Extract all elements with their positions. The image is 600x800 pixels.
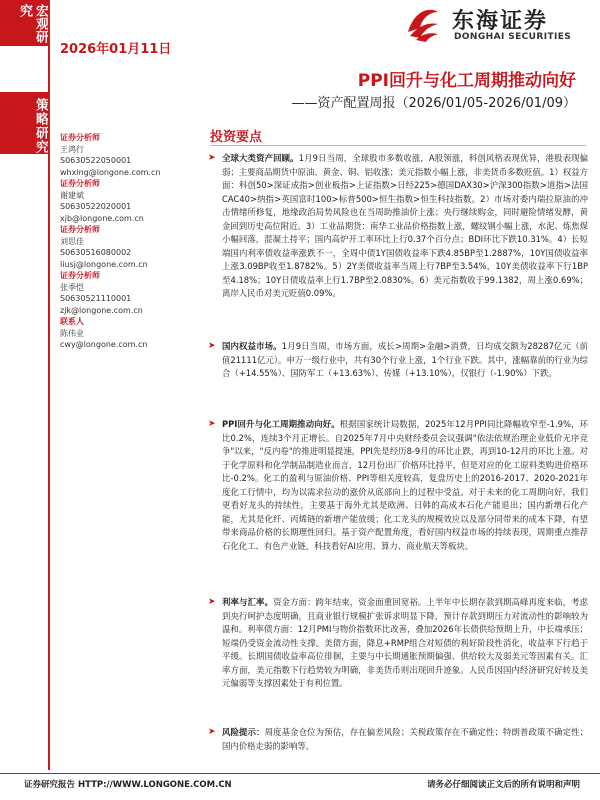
analyst-entry xyxy=(60,316,200,351)
wave-logo-icon xyxy=(404,2,442,42)
analyst-role: 证券分析师 xyxy=(60,271,100,280)
analyst-email[interactable]: zjk@longone.com.cn xyxy=(60,305,143,315)
section-divider xyxy=(210,145,586,146)
key-point-lead: 国内权益市场。 xyxy=(222,341,282,351)
analyst-role: 证券分析师 xyxy=(60,133,100,142)
analyst-cert: S0630522050001 xyxy=(60,156,132,165)
key-point-text: 周度基金仓位为预估，存在偏差风险；关税政策存在不确定性；特朗普政策不确定性；国内价格走弱的影响等。 xyxy=(222,727,589,751)
arrow-bullet-icon: ➤ xyxy=(208,597,216,607)
key-point xyxy=(208,596,588,720)
logo-name-en: DONGHAI SECURITIES xyxy=(454,32,572,42)
key-point-text: 1月9日当周，市场方面，成长>周期>金融>消费，日均成交额为28287亿元（前值21111亿元）。申万一级行业中，共有30个行业上涨，1个行业下跌。其中，涨幅靠前的行业为综合（+14.55%）、国防军工（+13.63%）、传媒（+13.10%），仅银行（-1.90%）下跌。 xyxy=(222,341,589,378)
analyst-role: 证券分析师 xyxy=(60,225,100,234)
analyst-name: 谢建斌 xyxy=(60,190,84,200)
key-point xyxy=(208,418,588,588)
analyst-email[interactable]: xjb@longone.com.cn xyxy=(60,213,144,223)
section-title: 投资要点 xyxy=(210,130,263,145)
side-tag-section: 策略研究 xyxy=(0,92,48,154)
footer-divider xyxy=(0,773,600,774)
left-divider xyxy=(48,0,50,770)
key-point-lead: PPI回升与化工周期推动向好。 xyxy=(222,419,340,429)
key-point xyxy=(208,726,588,756)
side-tag-top: 宏观研究 xyxy=(0,0,48,46)
footer-disclaimer: 请务必仔细阅读正文后的所有说明和声明 xyxy=(426,780,580,790)
analyst-entry xyxy=(60,132,200,178)
analyst-role: 证券分析师 xyxy=(60,179,100,188)
arrow-bullet-icon: ➤ xyxy=(208,727,216,737)
analyst-entry xyxy=(60,224,200,270)
key-point-text: 1月9日当周，全球股市多数收涨，A股领涨，科创风格表现优异，港股表现偏弱；主要商品期货中原油、黄金、铜、铝收涨；美元指数小幅上涨，非美货币多数贬值。1）权益方面：科创50>深证成指>创业板指>上证指数>日经225>德国DAX30>沪深300指数>道指>法国CAC40>纳指>英国富时100>标普500>恒生指数>恒生科技指数。2）市场对委内瑞拉原油的冲击情绪所修复，地缘政治局势风险也在当周助推油价上涨；央行继续购金，同时避险情绪发酵，黄金回到历史高位附近。3）工业品期货：南华工业品价格指数上涨，螺纹钢小幅上涨，水泥、炼焦煤小幅回落，混凝土持平；国内高炉开工率环比上行0.37个百分点；BDI环比下跌10.31%。4）长短端国内利率债收益率涨跌不一，全周中债1Y国债收益率下跌4.85BP至1.2887%，10Y国债收益率上涨3.09BP收至1.8782%。5）2Y美债收益率当周上行7BP至3.54%，10Y美债收益率下行1BP至4.18%；10Y日债收益率上行1.7BP至2.0830%。6）美元指数收于99.1382，周上涨0.69%；离岸人民币对美元贬值0.09%。 xyxy=(222,153,589,298)
logo-name-cn: 东海证券 xyxy=(452,9,549,34)
left-band xyxy=(0,0,52,770)
report-date: 2026年01月11日 xyxy=(60,42,172,57)
analyst-name: 刘思佳 xyxy=(60,236,84,246)
analyst-cert: S0630522020001 xyxy=(60,202,132,211)
analyst-name: 张季恺 xyxy=(60,282,84,292)
analyst-email[interactable]: whxing@longone.com.cn xyxy=(60,167,161,177)
brand-logo xyxy=(404,2,594,52)
analyst-email[interactable]: liusj@longone.com.cn xyxy=(60,259,148,269)
analyst-role: 联系人 xyxy=(60,317,84,326)
page-subtitle: ——资产配置周报（2026/01/05-2026/01/09） xyxy=(291,96,576,111)
analyst-list xyxy=(60,132,200,351)
page-title: PPI回升与化工周期推动向好 xyxy=(357,71,576,91)
key-points xyxy=(208,152,588,756)
key-point xyxy=(208,152,588,336)
key-point-lead: 利率与汇率。 xyxy=(222,597,274,607)
footer-website[interactable]: 证券研究报告 HTTP://WWW.LONGONE.COM.CN xyxy=(24,780,232,790)
analyst-name: 陈伟业 xyxy=(60,328,84,338)
key-point-lead: 风险提示： xyxy=(222,727,265,737)
arrow-bullet-icon: ➤ xyxy=(208,341,216,351)
key-point-text: 根据国家统计局数据，2025年12月PPI同比降幅收窄至-1.9%，环比0.2%，连续3个月正增长。自2025年7月中央财经委员会议强调"依法依规治理企业低价无序竞争"以来，"反内卷"的推进明显提速，PPI先是经历8-9月的环比止跌，再到10-12月的环比上涨。对于化学原料和化学制品制造业而言，12月份出厂价格环比持平，但是对应的化工原料类购进价格环比-0.2%。化工的盈利与原油价格、PPI等相关度较高，复盘历史上的2016-2017、2020-2021年度化工行情中，均为以需求拉动的涨价从底部向上的过程中受益。对于未来的化工周期向好，我们更看好龙头的持续性，主要基于海外尤其是欧洲、日韩的高成本石化产能退出；国内新增石化产能，尤其是化纤、丙烯链的新增产能放缓；化工龙头的规模效应以及部分同带来的成本下降，有望带来商品价格的长期理性回归。基于资产配置角度，看好国内权益市场的持续表现，周期重点推荐石化化工、有色产业链，科技看好AI应用、算力、商业航天等板块。 xyxy=(222,419,588,551)
key-point-lead: 全球大类资产回顾。 xyxy=(222,153,299,163)
analyst-cert: S0630516080002 xyxy=(60,248,132,257)
key-point-text: 资金方面：跨年结束，资金面重回宽裕。上半年中长期存款到期高峰再度来临，考虑到央行呵护态度明确，且商业银行规模扩张诉求明显下降，预计存款到期压力对流动性的影响较为温和。利率债方面：12月PMI与物价指数环比改善，叠加2026年长债供给预期上升，中长端承压；短端仍受资金流动性支撑。美债方面，降息+RMP组合对短债的利好阶段性消化，收益率下行趋于平缓。长期国债收益率高位徘徊，主要与中长期通胀预期偏强、供给较大及弱美元等因素有关。汇率方面，美元指数下行趋势较为明确，非美货币则出现回升迹象。人民币因国内经济研究好转及美元偏弱等支撑因素处于有利位置。 xyxy=(222,597,589,688)
analyst-name: 王鸿行 xyxy=(60,144,84,154)
analyst-cert: S0630521110001 xyxy=(60,294,132,303)
analyst-entry xyxy=(60,270,200,316)
key-point xyxy=(208,340,588,412)
arrow-bullet-icon: ➤ xyxy=(208,153,216,163)
arrow-bullet-icon: ➤ xyxy=(208,419,216,429)
analyst-email[interactable]: cwy@longone.com.cn xyxy=(60,340,148,349)
analyst-entry xyxy=(60,178,200,224)
